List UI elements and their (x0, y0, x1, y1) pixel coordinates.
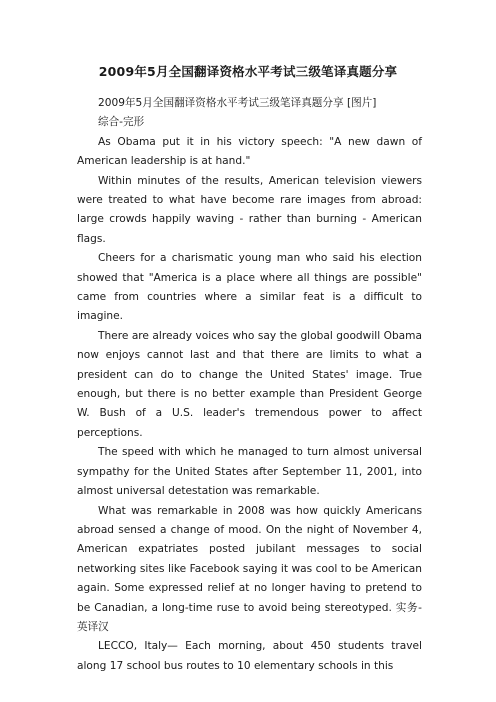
document-title: 2009年5月全国翻译资格水平考试三级笔译真题分享 (98, 64, 398, 79)
paragraph-4: There are already voices who say the global goodwill Obama now enjoys cannot last and that there are limits to what a president can do to change the United States' image. True enough, but there is no better example than President George W. Bush of a U.S. leader's tremendous power to affect perceptions. (77, 329, 422, 439)
section-label: 综合-完形 (98, 116, 145, 129)
paragraph-6: What was remarkable in 2008 was how quickly Americans abroad sensed a change of mood. On the night of November 4, American expatriates posted jubilant messages to social networking sites like Facebook saying it was cool to be American again. Some expressed relief at no longer having to pretend to be Canadian, a long-time ruse to avoid being stereotyped. 实务-英译汉 (77, 504, 422, 633)
paragraph-5: The speed with which he managed to turn almost universal sympathy for the United States after September 11, 2001, into almost universal detestation was remarkable. (77, 446, 422, 498)
paragraph-1: As Obama put it in his victory speech: "A new dawn of American leadership is at hand." (77, 135, 422, 168)
paragraph-3: Cheers for a charismatic young man who said his election showed that "America is a place where all things are possible" came from countries where a similar feat is a difficult to imagine. (77, 252, 422, 323)
document-body (77, 94, 422, 676)
paragraph-7: LECCO, Italy— Each morning, about 450 students travel along 17 school bus routes to 10 elementary schools in this (77, 640, 422, 672)
paragraph-2: Within minutes of the results, American television viewers were treated to what have become rare images from abroad: large crowds happily waving - rather than burning - American flags. (77, 174, 422, 245)
document-subtitle: 2009年5月全国翻译资格水平考试三级笔译真题分享 [图片] (98, 97, 377, 109)
